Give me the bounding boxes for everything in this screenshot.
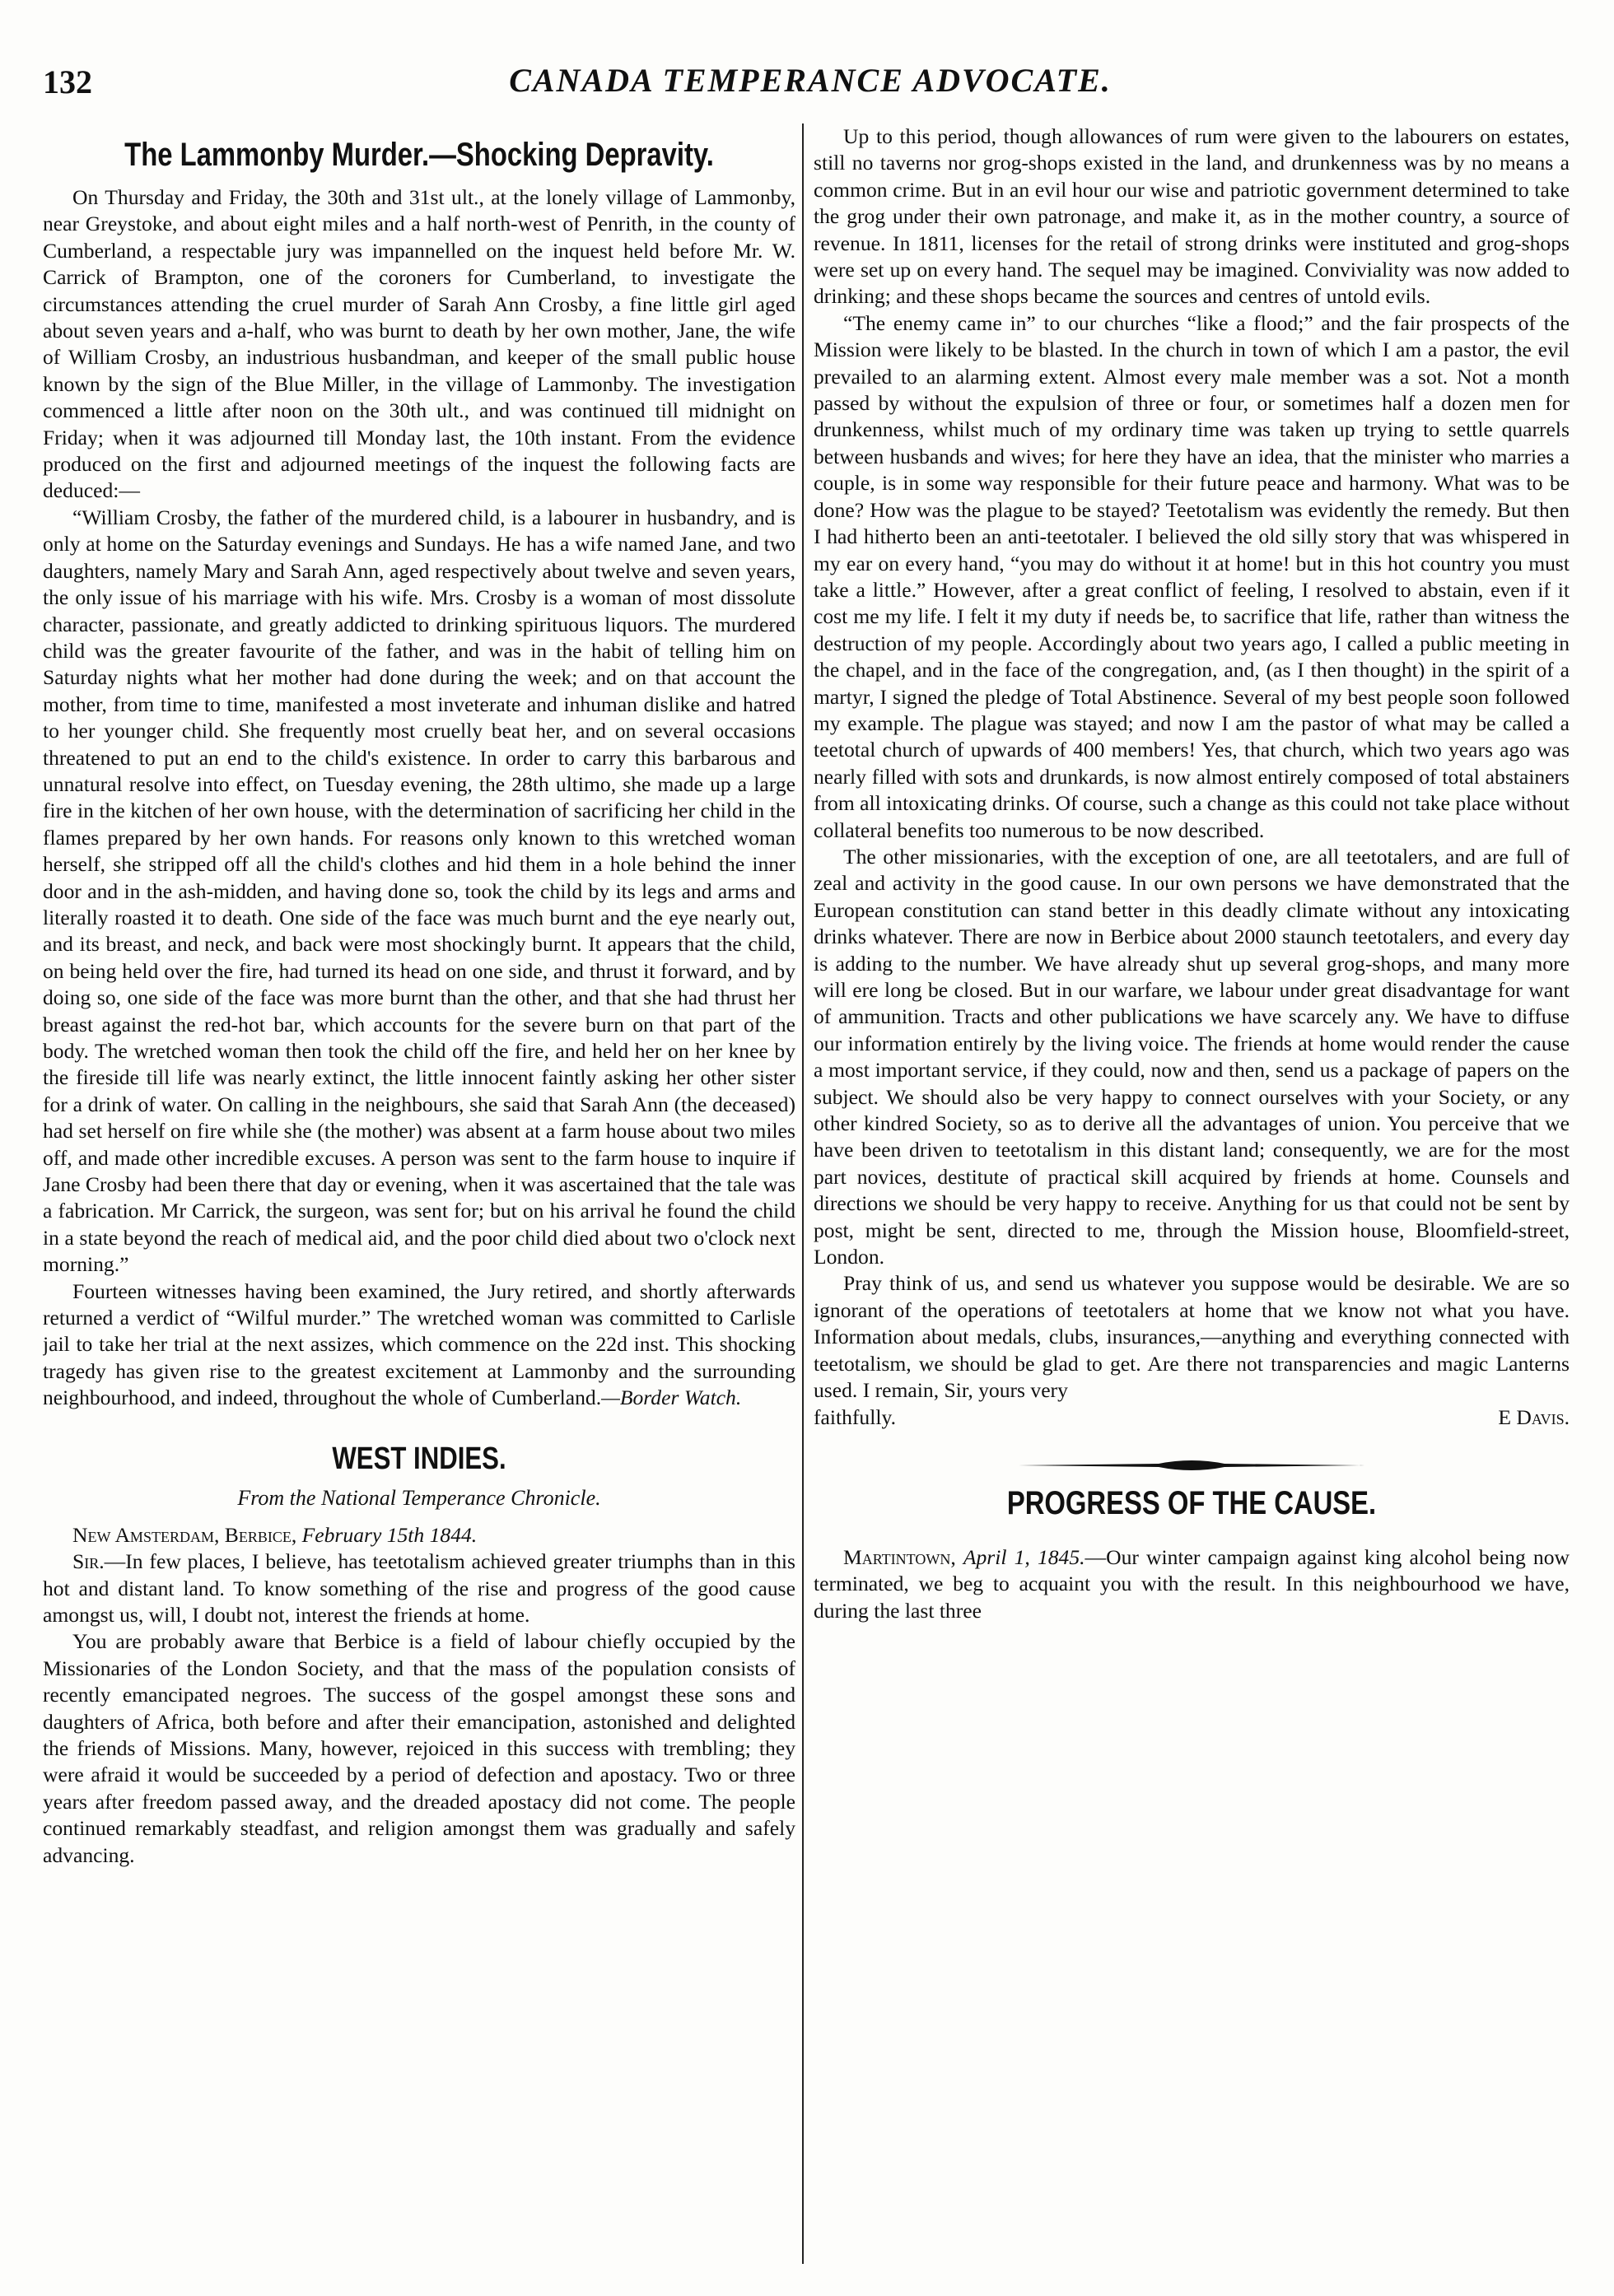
column-rule [802, 123, 804, 2264]
west-indies-source: From the National Temperance Chronicle. [237, 1485, 601, 1510]
west-indies-paragraph-1-text: —In few places, I believe, has teetotalism achieved greater triumphs than in this hot and distant land. To know something of the rise and progress of the good cause amongst us, will, I doubt not, interest the friends at home. [43, 1549, 795, 1627]
murder-source: —Border Watch. [601, 1386, 742, 1410]
west-indies-signature: E Davis. [1498, 1404, 1570, 1429]
west-indies-paragraph-6: Pray think of us, and send us whatever you suppose would be desirable. We are so ignorant of the operations of teetotalers at home that we know not what you have. Information about medals, clubs, insurances,—anything and everything connected with teetotalism, we should be glad to get. Are there not transparencies and magic Lanterns used. I remain, Sir, yours very [814, 1271, 1570, 1403]
west-indies-closing: faithfully. [814, 1404, 896, 1429]
west-indies-salutation: Sir. [72, 1549, 105, 1574]
murder-article-title: The Lammonby Murder.—Shocking Depravity. [124, 137, 714, 173]
murder-paragraph-3-text: Fourteen witnesses having been examined, the Jury retired, and shortly afterwards returned a verdict of “Wilful murder.” The wretched woman was committed to Carlisle jail to take her trial at the next assizes, which commence on the 22d inst. This shocking tragedy has given rise to the greatest excitement at Lammonby and the surrounding neighbourhood, and indeed, throughout the whole of Cumberland. [43, 1278, 795, 1410]
page-number: 132 [43, 63, 92, 100]
west-indies-paragraph-5: The other missionaries, with the exception of one, are all teetotalers, and are full of zeal and activity in the good cause. In our own persons we have demonstrated that the European constitution can stand better in this deadly climate without any intoxicating drinks whatever. There are now in Berbice about 2000 staunch teetotalers, and every day is adding to the number. We have already shut up several grog-shops, and many more will ere long be closed. But in our warfare, we labour under great disadvantage for want of ammunition. Tracts and other publications we have scarcely any. We have to diffuse our information entirely by the living voice. The friends at home would render the cause a most important service, if they could, now and then, send us a package of papers on the subject. We should also be very happy to connect ourselves with your Society, or any other kindred Society, so as to derive all the advantages of union. You perceive that we have been driven to teetotalism in this distant land; consequently, we are for the most part novices, destitute of practical skill acquired by friends at home. Counsels and directions we should be very happy to receive. Anything for us that could not be sent by post, might be sent, directed to me, through the Mission house, Bloomfield-street, London. [814, 844, 1570, 1269]
progress-text: —Our winter campaign against king alcohol being now terminated, we beg to acquaint you with the result. In this neighbourhood we have, during the last three [814, 1544, 1570, 1623]
west-indies-dateline [43, 1522, 795, 1549]
west-indies-paragraph-3: Up to this period, though allowances of rum were given to the labourers on estates, still no taverns nor grog-shops existed in the land, and drunkenness was by no means a common crime. But in an evil hour our wise and patriotic government determined to take the grog under their own patronage, and make it, as in the mother country, a source of revenue. In 1811, licenses for the retail of strong drinks were instituted and grog-shops were set up on every hand. The sequel may be imagined. Conviviality was now added to drinking; and these shops became the sources and centres of untold evils. [814, 124, 1570, 309]
west-indies-dateline-date: February 15th 1844. [301, 1522, 478, 1547]
running-head [43, 56, 1578, 105]
west-indies-paragraph-1 [43, 1549, 795, 1628]
left-column [43, 123, 795, 2264]
progress-paragraph [814, 1544, 1570, 1624]
murder-paragraph-3 [43, 1278, 795, 1412]
right-column [814, 123, 1570, 2264]
west-indies-dateline-place: New Amsterdam, Berbice, [72, 1522, 297, 1547]
west-indies-signoff [814, 1404, 1570, 1431]
ornamental-rule [1019, 1455, 1364, 1475]
progress-dateline-place: Martintown, [843, 1544, 956, 1569]
ornamental-rule-graphic [1019, 1455, 1364, 1475]
west-indies-paragraph-2: You are probably aware that Berbice is a field of labour chiefly occupied by the Missionaries of the London Society, and that the mass of the population consists of recently emancipated negroes. The success of the gospel amongst these sons and daughters of Africa, both before and after their emancipation, astonished and delighted the friends of Missions. Many, however, rejoiced in this success with trembling; they were afraid it would be succeeded by a period of defection and apostacy. Two or three years after freedom passed away, and the dreaded apostacy did not come. The people continued remarkably steadfast, and religion amongst them was gradually and safely advancing. [43, 1629, 795, 1867]
progress-dateline-date: April 1, 1845. [963, 1544, 1085, 1569]
murder-paragraph-2: “William Crosby, the father of the murdered child, is a labourer in husbandry, and is only at home on the Saturday evenings and Sundays. He has a wife named Jane, and two daughters, namely Mary and Sarah Ann, aged respectively about twelve and seven years, the only issue of his marriage with his wife. Mrs. Crosby is a woman of most dissolute character, passionate, and greatly addicted to drinking spirituous liquors. The murdered child was the greater favourite of the father, and was in the habit of telling him on Saturday nights what her mother had done during the week; and on that account the mother, from time to time, manifested a most inveterate and inhuman dislike and hatred to her younger child. She frequently most cruelly beat her, and on several occasions threatened to put an end to the child's existence. In order to carry this barbarous and unnatural resolve into effect, on Tuesday evening, the 28th ultimo, she made up a large fire in the kitchen of her own house, with the determination of sacrificing her child in the flames prepared by her own hands. For reasons only known to this wretched woman herself, she stripped off all the child's clothes and hid them in a hole behind the inner door and in the ash-midden, and having done so, took the child by its legs and arms and literally roasted it to death. One side of the face was much burnt and the eye nearly out, and its breast, and neck, and back were most shockingly burnt. It appears that the child, on being held over the fire, had turned its head on one side, and thrust it forward, and by doing so, one side of the face was more burnt than the other, and that she had thrust her breast against the red-hot bar, which accounts for the severe burn on that part of the body. The wretched woman then took the child off the fire, and held her on her knee by the fireside till life was nearly extinct, the little innocent faintly asking her other sister for a drink of water. On calling in the neighbours, she said that Sarah Ann (the deceased) had set herself on fire while she (the mother) was absent at a farm house about two miles off, and made other incredible excuses. A person was sent to the farm house to inquire if Jane Crosby had been there that day or evening, when it was ascertained that the tale was a fabrication. Mr Carrick, the surgeon, was sent for; but on his arrival he found the child in a state beyond the reach of medical aid, and the poor child died about two o'clock next morning.” [43, 505, 795, 1277]
murder-paragraph-1: On Thursday and Friday, the 30th and 31st ult., at the lonely village of Lammonby, near Greystoke, and about eight miles and a half north-west of Penrith, in the county of Cumberland, a respectable jury was impannelled on the inquest held before Mr. W. Carrick of Brampton, one of the coroners for Cumberland, to investigate the circumstances attending the cruel murder of Sarah Ann Crosby, a fine little girl aged about seven years and a-half, who was burnt to death by her own mother, Jane, the wife of William Crosby, an industrious husbandman, and keeper of the small public house known by the sign of the Blue Miller, in the village of Lammonby. The investigation commenced a little after noon on the 30th ult., and was continued till midnight on Friday; when it was adjourned till Monday last, the 10th instant. From the evidence produced on the first and adjourned meetings of the inquest the following facts are deduced:— [43, 185, 795, 503]
west-indies-title: WEST INDIES. [332, 1441, 506, 1476]
west-indies-paragraph-4: “The enemy came in” to our churches “like a flood;” and the fair prospects of the Mission were likely to be blasted. In the church in town of which I am a pastor, the evil prevailed to an alarming extent. Almost every male member was a sot. Not a month passed by without the expulsion of three or four, or sometimes half a dozen men for drunkenness, whilst much of my ordinary time was taken up trying to settle quarrels between husbands and wives; for here they have an idea, that the minister who marries a couple, is in some way responsible for their future peace and harmony. What was to be done? How was the plague to be stayed? Teetotalism was evidently the remedy. But then I had hitherto been an anti-teetotaler. I believed the old silly story that was whispered in my ear on every hand, “you may do without it at home! but in this hot country you must take a little.” However, after a great conflict of feeling, I resolved to abstain, even if it cost me my life. I felt it my duty if needs be, to sacrifice that life, rather than witness the destruction of my people. Accordingly about two years ago, I called a public meeting in the chapel, and in the face of the congregation, and, (as I then thought) in the spirit of a martyr, I signed the pledge of Total Abstinence. Several of my best people soon followed my example. The plague was stayed; and now I am the pastor of what may be called a teetotal church of upwards of 400 members! Yes, that church, which two years ago was nearly filled with sots and drunkards, is now almost entirely composed of total abstainers from all intoxicating drinks. Of course, such a change as this could not take place without collateral benefits too numerous to be now described. [814, 310, 1570, 842]
journal-title: CANADA TEMPERANCE ADVOCATE. [509, 62, 1112, 99]
progress-title: PROGRESS OF THE CAUSE. [1006, 1484, 1377, 1521]
